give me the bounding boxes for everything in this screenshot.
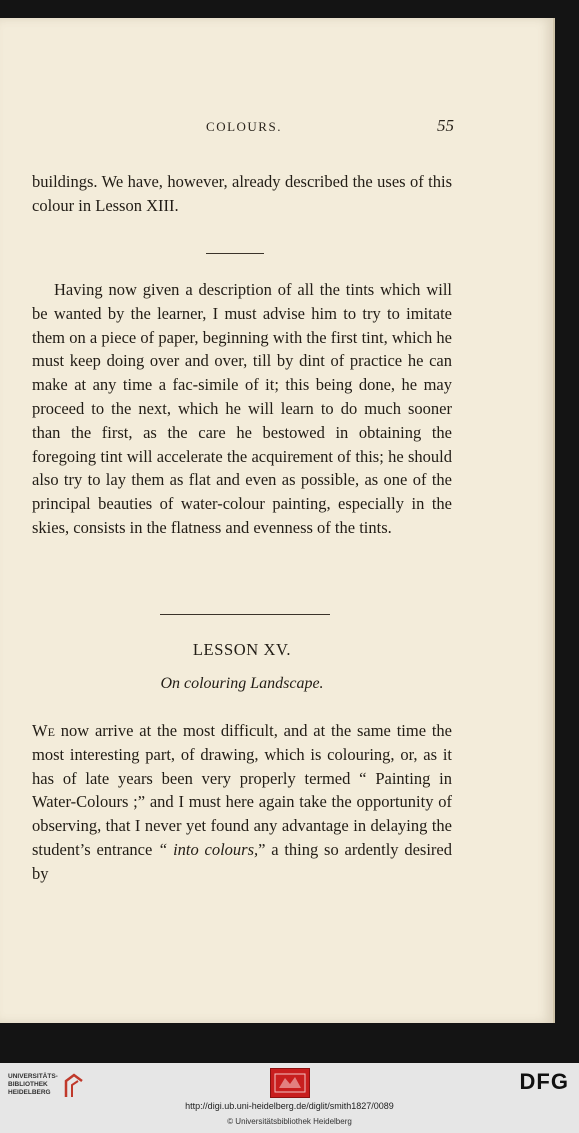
paragraph-1: buildings. We have, however, already described the uses of this colour in Lesson XIII. [32,172,452,215]
section-divider-short [206,253,264,254]
copyright-notice: © Universitätsbibliothek Heidelberg [227,1117,352,1126]
running-title: COLOURS. [206,119,282,134]
heidelberg-seal-icon[interactable] [270,1068,310,1098]
paragraph-3-italic: “ into colours, [158,839,259,859]
paragraph-3-text-b: ” a thing so ardently desired by [32,839,452,883]
permalink-url[interactable]: http://digi.ub.uni-heidelberg.de/diglit/smith1827/0089 [185,1101,394,1111]
lesson-subtitle: On colouring Landscape. [160,675,324,692]
paragraph-3-opening-word: We [32,721,55,740]
dfg-logo[interactable]: DFG [519,1069,569,1094]
library-name: UNIVERSITÄTS- BIBLIOTHEK HEIDELBERG [8,1073,58,1096]
digitization-footer [0,1063,579,1133]
page-header [40,116,454,138]
library-emblem-icon [62,1071,86,1101]
paragraph-2: Having now given a description of all the tints which will be wanted by the learner, I must advise him to try to imitate them on a piece of paper, beginning with the first tint, which he must keep doing over and over, till by dint of practice he can make at any time a fac-simile of it; this being done, he may proceed to the next, which he will learn to do much sooner than the first, as the care he bestowed in obtaining the foregoing tint will accelerate the acquirement of this; he should also try to lay them as flat and even as possible, as one of the principal beauties of water-colour painting, especially in the skies, consists in the flatness and evenness of the tints. [32,280,452,537]
paragraph-3-text-a: now arrive at the most difficult, and at the same time the most interesting part, of drawing, which is colouring, or, as it has of late years been very properly termed “ Painting in Water-Colours ;” and I must here again take the opportunity of observing, that I never yet found any advantage in delaying the student’s entrance [32,721,452,859]
book-page [0,18,553,1023]
page-number: 55 [437,116,454,135]
lesson-heading: LESSON XV. [192,640,292,659]
section-divider-long [160,614,330,615]
paragraph-3 [32,719,452,886]
library-logo[interactable] [8,1071,88,1101]
